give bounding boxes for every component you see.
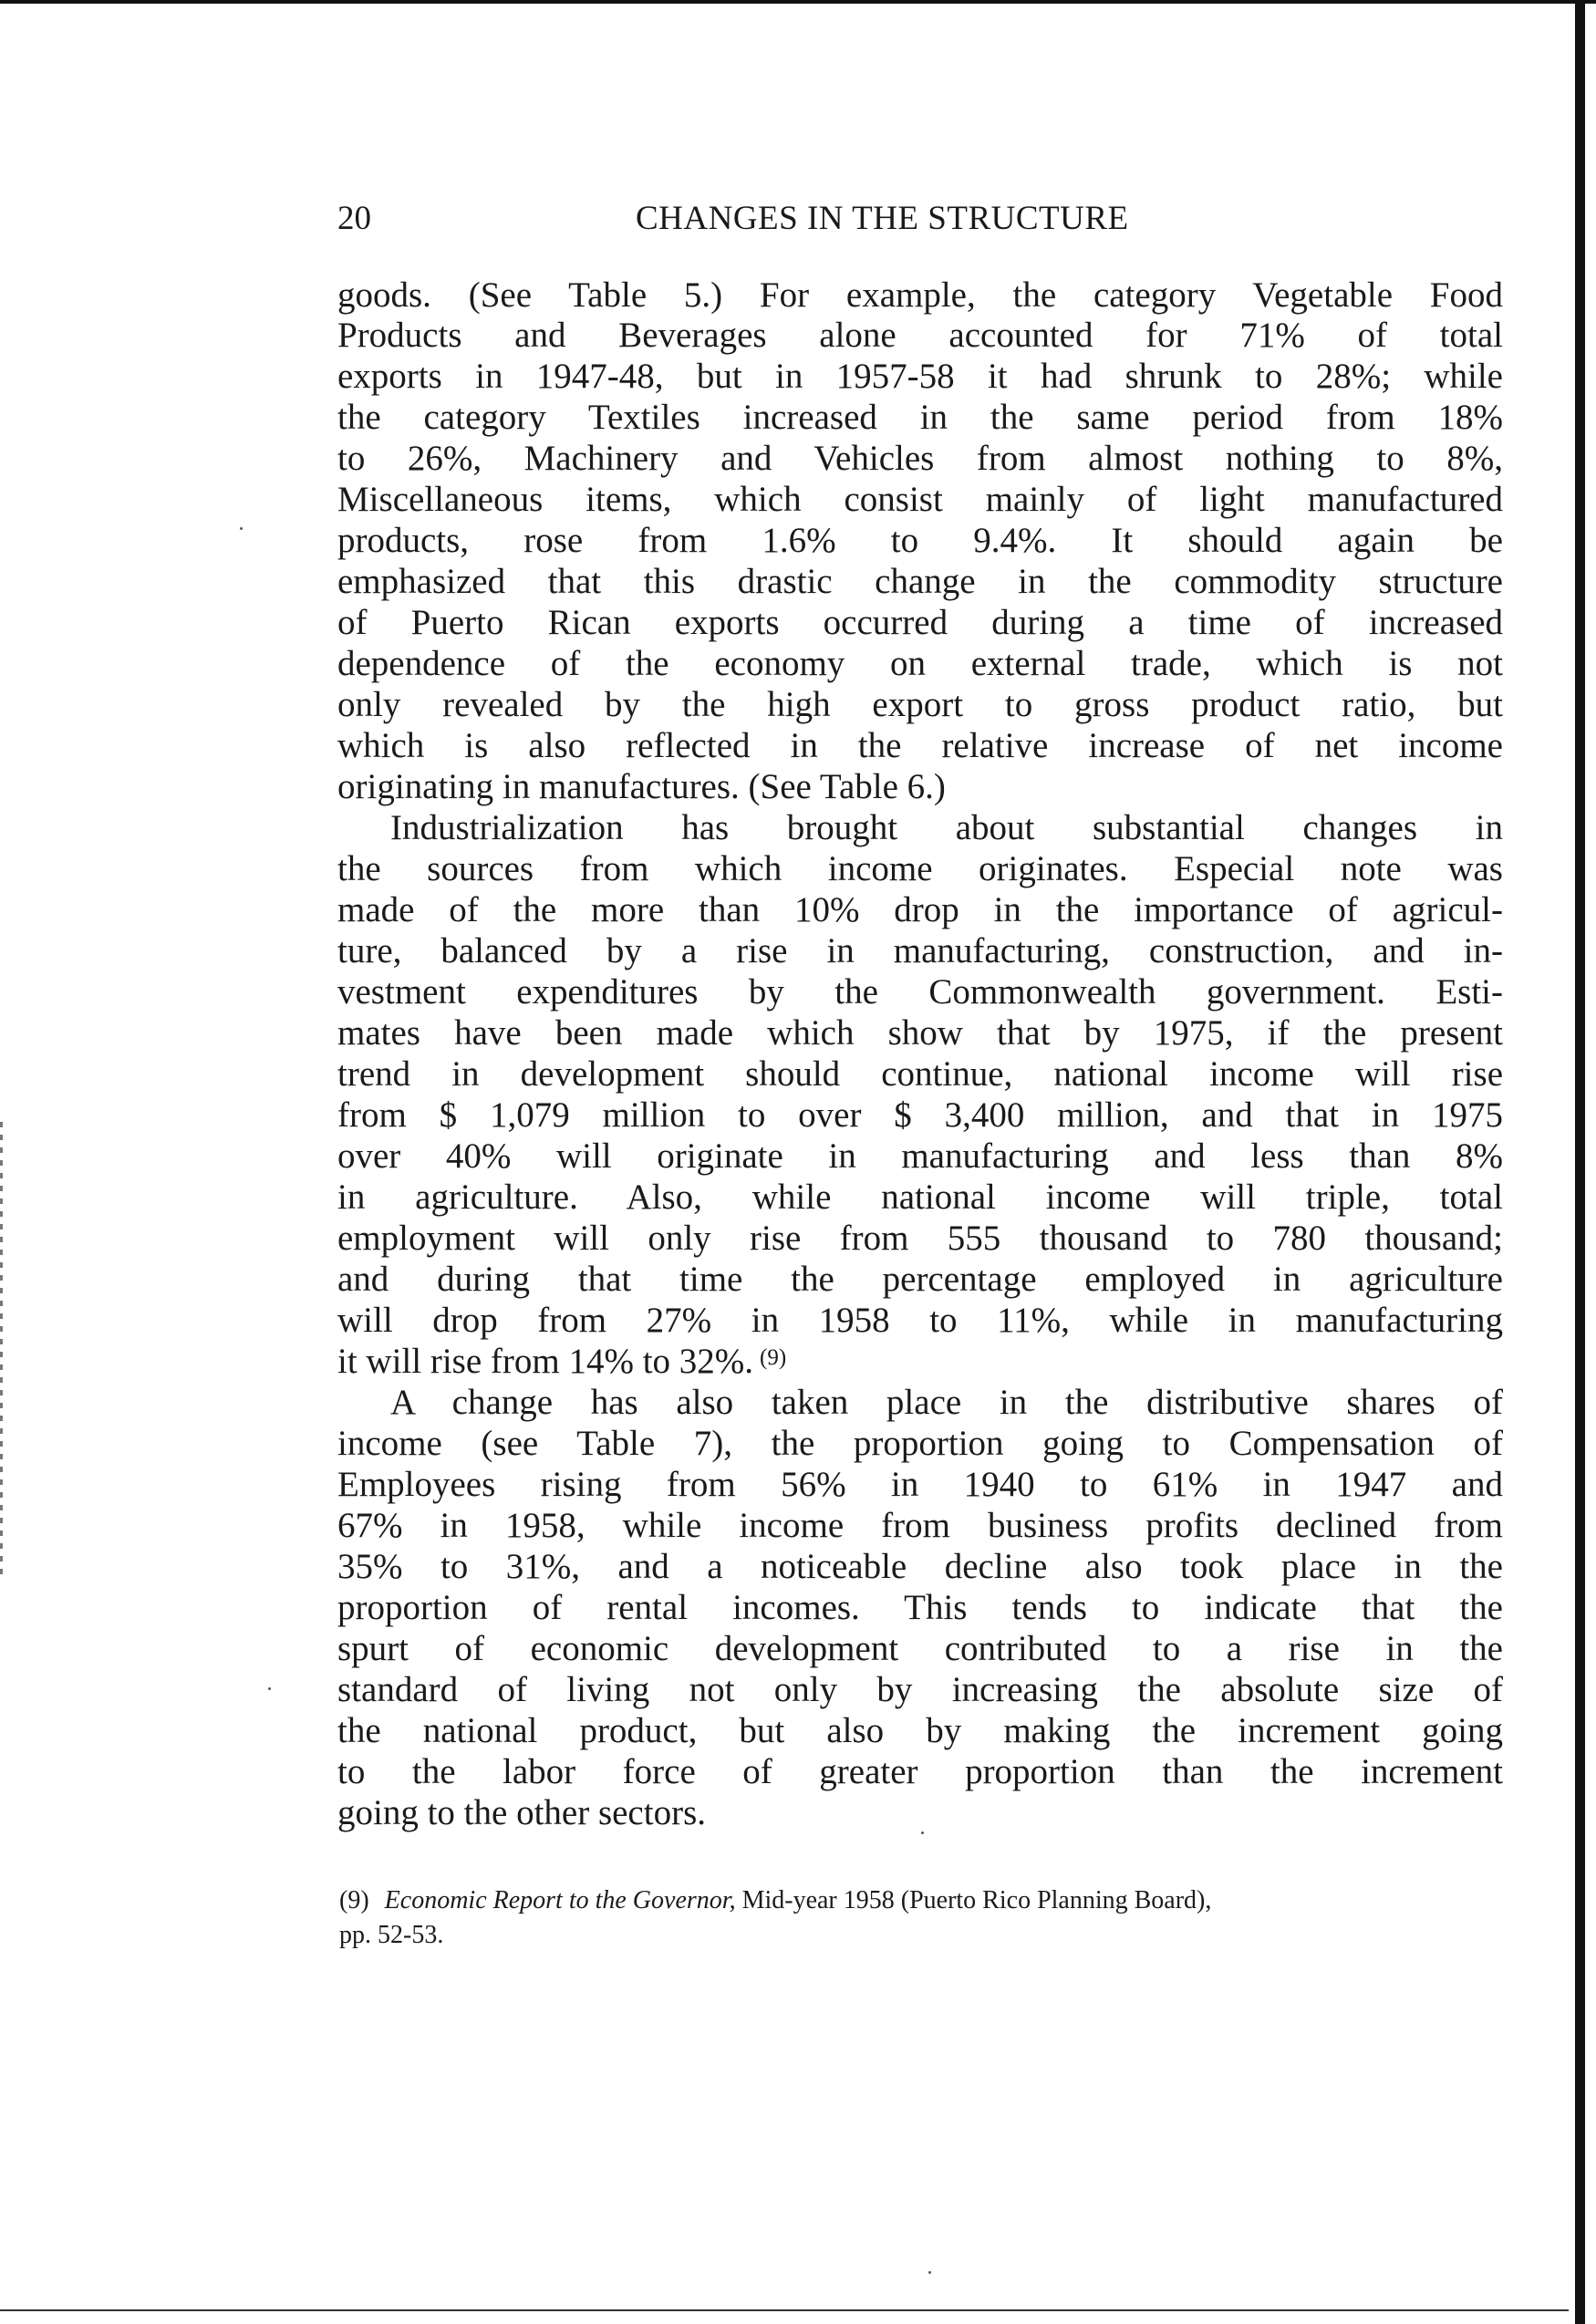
- text-line: employment will only rise from 555 thousand to 780 thousand;: [337, 1219, 1503, 1258]
- scan-right-edge: [1575, 0, 1585, 2324]
- text-line: products, rose from 1.6% to 9.4%. It should again be: [337, 521, 1503, 560]
- text-line: vestment expenditures by the Commonwealth government. Esti-: [337, 972, 1503, 1012]
- text-line: A change has also taken place in the distributive shares of: [390, 1383, 1503, 1422]
- text-line: mates have been made which show that by 1975, if the present: [337, 1013, 1503, 1053]
- text-line: in agriculture. Also, while national income will triple, total: [337, 1178, 1503, 1217]
- text-line: from $ 1,079 million to over $ 3,400 million, and that in 1975: [337, 1095, 1503, 1135]
- text-line: Products and Beverages alone accounted for 71% of total: [337, 316, 1503, 355]
- text-line: the category Textiles increased in the same period from 18%: [337, 398, 1503, 437]
- text-line: to the labor force of greater proportion than the increment: [337, 1752, 1503, 1791]
- footnote-source-detail: Mid-year 1958 (Puerto Rico Planning Board),: [741, 1886, 1212, 1914]
- footnote: [339, 1884, 1211, 1917]
- text-line: emphasized that this drastic change in the commodity structure: [337, 562, 1503, 601]
- text-line: spurt of economic development contributed to a rise in the: [337, 1629, 1503, 1668]
- scan-speck: [268, 1687, 271, 1690]
- scan-left-edge: [0, 1122, 3, 1578]
- text-line: dependence of the economy on external trade, which is not: [337, 644, 1503, 683]
- running-title: CHANGES IN THE STRUCTURE: [636, 200, 1129, 237]
- text-line: to 26%, Machinery and Vehicles from almost nothing to 8%,: [337, 439, 1503, 478]
- text-line: it will rise from 14% to 32%.: [337, 1342, 754, 1381]
- text-line: going to the other sectors.: [337, 1793, 706, 1832]
- text-line: over 40% will originate in manufacturing and less than 8%: [337, 1136, 1503, 1176]
- text-line: 67% in 1958, while income from business profits declined from: [337, 1506, 1503, 1545]
- text-line: made of the more than 10% drop in the importance of agricul-: [337, 890, 1503, 929]
- text-line: goods. (See Table 5.) For example, the category Vegetable Food: [337, 275, 1503, 315]
- scan-top-edge: [0, 0, 1596, 4]
- text-line: Miscellaneous items, which consist mainly of light manufactured: [337, 480, 1503, 519]
- text-line: will drop from 27% in 1958 to 11%, while in manufacturing: [337, 1301, 1503, 1340]
- footnote-number: (9): [339, 1886, 369, 1914]
- text-line: and during that time the percentage employed in agriculture: [337, 1260, 1503, 1299]
- text-line: income (see Table 7), the proportion going to Compensation of: [337, 1424, 1503, 1463]
- text-line: standard of living not only by increasing the absolute size of: [337, 1670, 1503, 1709]
- text-line: which is also reflected in the relative increase of net income: [337, 726, 1503, 765]
- scan-bottom-edge: [0, 2309, 1569, 2311]
- text-line: only revealed by the high export to gross product ratio, but: [337, 685, 1503, 724]
- scan-speck: [240, 527, 243, 530]
- footnote-source-title: Economic Report to the Governor,: [384, 1886, 736, 1914]
- footnote-reference: (9): [760, 1345, 787, 1370]
- text-line: trend in development should continue, national income will rise: [337, 1054, 1503, 1094]
- footnote-continuation: pp. 52-53.: [339, 1921, 444, 1949]
- text-line: proportion of rental incomes. This tends to indicate that the: [337, 1588, 1503, 1627]
- text-line: of Puerto Rican exports occurred during a time of increased: [337, 603, 1503, 642]
- page-number: 20: [337, 200, 371, 237]
- text-line: originating in manufactures. (See Table 6.): [337, 767, 946, 806]
- text-line: ture, balanced by a rise in manufacturing, construction, and in-: [337, 931, 1503, 970]
- scan-speck: [928, 2271, 931, 2274]
- text-line: 35% to 31%, and a noticeable decline also took place in the: [337, 1547, 1503, 1586]
- text-line: the sources from which income originates. Especial note was: [337, 849, 1503, 888]
- text-line: Employees rising from 56% in 1940 to 61% in 1947 and: [337, 1465, 1503, 1504]
- text-line: exports in 1947-48, but in 1957-58 it had shrunk to 28%; while: [337, 357, 1503, 396]
- text-line: Industrialization has brought about substantial changes in: [390, 808, 1503, 847]
- text-line: the national product, but also by making the increment going: [337, 1711, 1503, 1750]
